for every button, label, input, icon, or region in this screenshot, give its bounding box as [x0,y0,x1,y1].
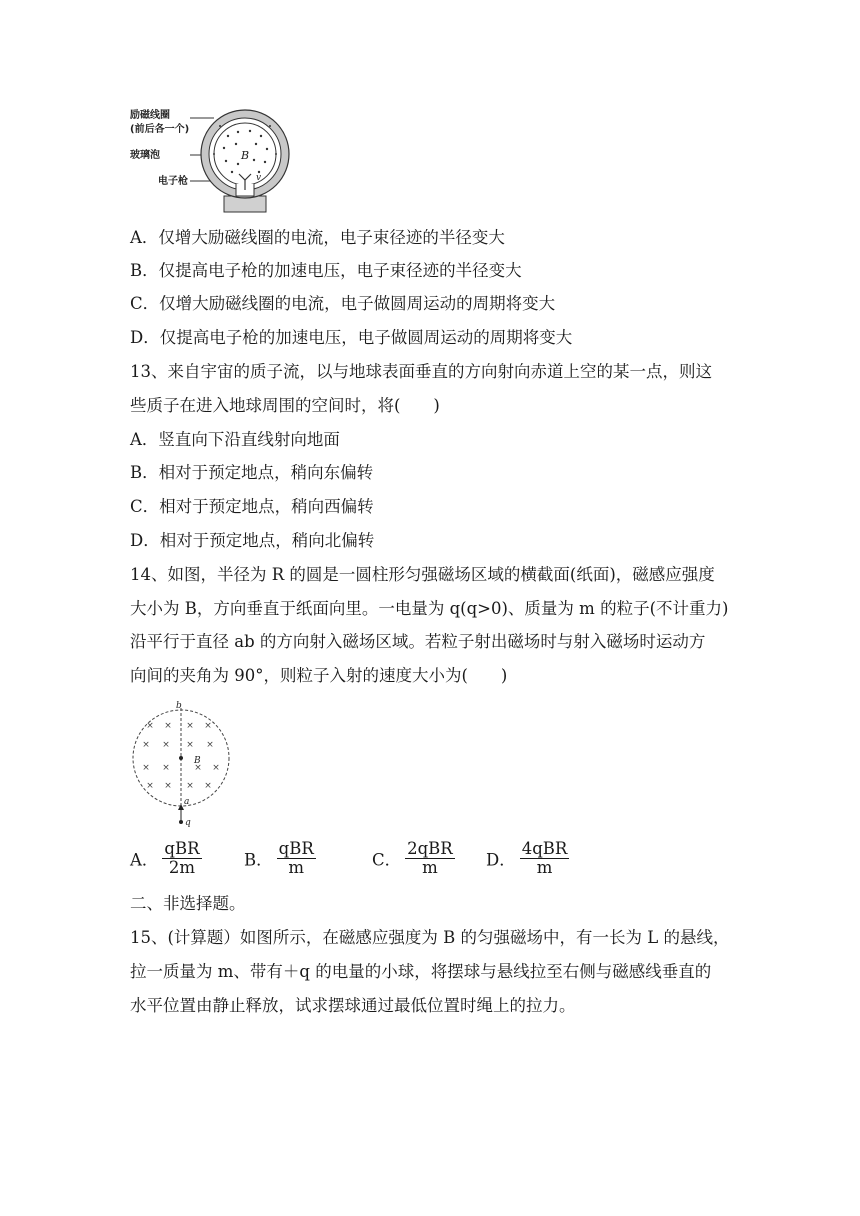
q15-stem-line-1: 15、(计算题）如图所示，在磁感应强度为 B 的匀强磁场中，有一长为 L 的悬线， [130,928,730,947]
q14-option-a-numerator: qBR [164,839,200,858]
velocity-label: v [256,173,262,183]
q14-option-c-label: C． [372,850,402,870]
q13-option-b: B．相对于预定地点，稍向东偏转 [130,463,374,482]
svg-text:×: × [142,740,150,750]
svg-text:×: × [204,721,212,731]
svg-text:×: × [204,781,212,791]
q13-option-a: A．竖直向下沿直线射向地面 [130,430,340,449]
q13-option-c: C．相对于预定地点，稍向西偏转 [130,497,374,516]
q14-option-c-numerator: 2qBR [407,839,453,858]
svg-text:×: × [186,740,194,750]
q13-stem-line-2: 些质子在进入地球周围的空间时，将( ) [130,396,440,415]
q15-stem-line-2: 拉一质量为 m、带有＋q 的电量的小球，将摆球与悬线拉至右侧与磁感线垂直的 [130,962,712,981]
q14-option-b-numerator: qBR [278,839,314,858]
coil-note-label: (前后各一个) [130,124,190,135]
svg-text:×: × [164,721,172,731]
q13-option-d: D．相对于预定地点，稍向北偏转 [130,531,375,550]
q14-option-b-denominator: m [288,858,305,877]
section-heading: 二、非选择题。 [130,894,246,913]
point-b-label: b [176,701,182,711]
magnetic-field-circle-figure [128,700,238,830]
coil-label: 励磁线圈 [130,110,170,121]
electron-beam-tube-figure [128,104,308,216]
q14-stem-line-4: 向间的夹角为 90°，则粒子入射的速度大小为( ) [130,666,508,685]
q14-option-a-denominator: 2m [168,858,196,877]
svg-text:×: × [212,763,220,773]
svg-text:×: × [186,781,194,791]
q14-option-d-numerator: 4qBR [521,839,568,858]
svg-text:×: × [162,763,170,773]
q14-option-a-label: A． [130,850,159,870]
q14-option-d-label: D． [486,850,516,870]
svg-text:×: × [162,740,170,750]
svg-text:×: × [206,740,214,750]
q14-option-b [244,840,316,877]
q14-stem-line-1: 14、如图，半径为 R 的圆是一圆柱形匀强磁场区域的横截面(纸面)，磁感应强度 [130,565,715,584]
q12-option-a: A．仅增大励磁线圈的电流，电子束径迹的半径变大 [130,228,505,247]
q12-option-d: D．仅提高电子枪的加速电压，电子做圆周运动的周期将变大 [130,328,573,347]
q14-stem-line-2: 大小为 B，方向垂直于纸面向里。一电量为 q(q>0)、质量为 m 的粒子(不计重力) [130,599,729,618]
q14-option-d-denominator: m [536,858,553,877]
svg-text:×: × [194,763,202,773]
svg-text:×: × [142,763,150,773]
q14-option-b-label: B． [244,850,273,870]
svg-text:×: × [146,781,154,791]
q14-option-d [486,840,569,877]
q14-option-c [372,840,455,877]
q14-option-c-denominator: m [422,858,438,877]
point-a-label: a [184,797,190,807]
gun-label: 电子枪 [158,176,188,187]
svg-text:×: × [164,781,172,791]
bulb-label: 玻璃泡 [130,150,160,161]
charge-q-label: q [185,818,191,828]
field-b-label: B [194,756,201,766]
q13-stem-line-1: 13、来自宇宙的质子流，以与地球表面垂直的方向射向赤道上空的某一点，则这 [130,362,712,381]
q14-option-a [130,840,202,877]
q15-stem-line-3: 水平位置由静止释放，试求摆球通过最低位置时绳上的拉力。 [130,996,576,1015]
q12-option-c: C．仅增大励磁线圈的电流，电子做圆周运动的周期将变大 [130,294,556,313]
q12-option-b: B．仅提高电子枪的加速电压，电子束径迹的半径变大 [130,261,522,280]
q14-stem-line-3: 沿平行于直径 ab 的方向射入磁场区域。若粒子射出磁场时与射入磁场时运动方 [130,632,706,651]
svg-text:×: × [186,721,194,731]
svg-text:×: × [146,721,154,731]
field-b-label: B [241,149,250,162]
